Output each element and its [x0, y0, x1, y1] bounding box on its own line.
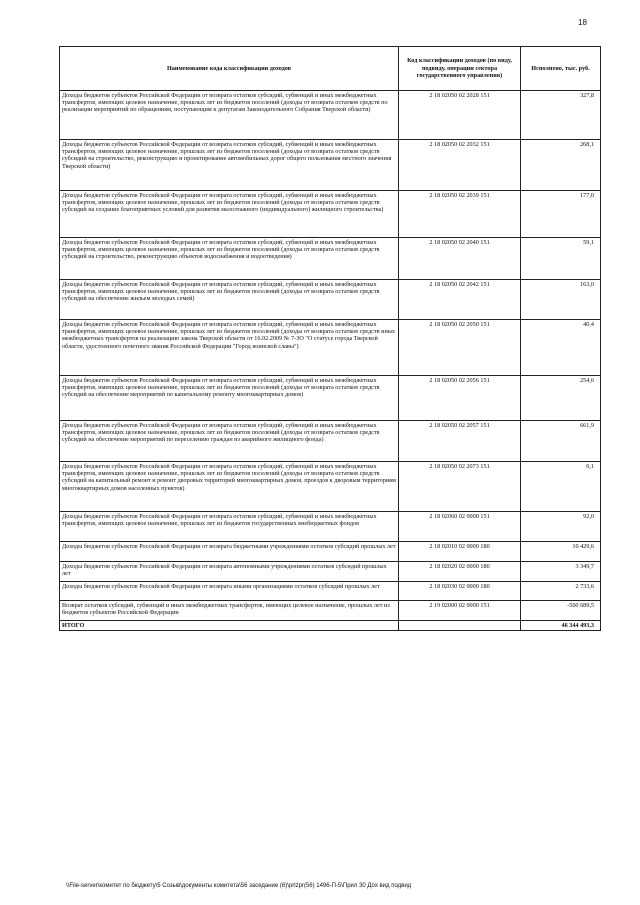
- row-name: Доходы бюджетов субъектов Российской Федерации от возврата остатков субсидий, субвенций и иных межбюджетных трансфертов, имеющих целевое назначение, прошлых лет из бюджетов поселений (доходы от возврата остатков средств субсидий на обеспечение мероприятий по капитальному ремонту многоквартирных домов): [60, 376, 399, 421]
- row-amount: 2 733,6: [521, 582, 601, 601]
- header-name: Наименование кода классификации доходов: [60, 47, 399, 91]
- row-name: Доходы бюджетов субъектов Российской Федерации от возврата остатков субсидий, субвенций и иных межбюджетных трансфертов, имеющих целевое назначение, прошлых лет из бюджетов поселений (доходы от возврата остатков средств субсидий на обеспечение мероприятий по переселению граждан из аварийного жилищного фонда): [60, 421, 399, 462]
- header-amount: Исполнено, тыс. руб.: [521, 47, 601, 91]
- row-name: Доходы бюджетов субъектов Российской Федерации от возврата остатков субсидий, субвенций и иных межбюджетных трансфертов, имеющих целевое назначение, прошлых лет из бюджетов поселений (доходы от возврата остатков средств субсидий на строительство, реконструкцию объектов водоснабжения и водоотведения): [60, 238, 399, 280]
- row-amount: -560 689,5: [521, 601, 601, 621]
- row-code: 2 19 02000 02 0000 151: [399, 601, 521, 621]
- row-name: Доходы бюджетов субъектов Российской Федерации от возврата остатков субсидий, субвенций и иных межбюджетных трансфертов, имеющих целевое назначение, прошлых лет из бюджетов государственных внебюджетных фондов: [60, 512, 399, 542]
- row-name: Доходы бюджетов субъектов Российской Федерации от возврата остатков субсидий, субвенций и иных межбюджетных трансфертов, имеющих целевое назначение, прошлых лет из бюджетов поселений (доходы от возврата остатков средств субсидий на создание благоприятных условий для развития малоэтажного (индивидуального) жилищного строительства): [60, 191, 399, 238]
- row-name: Доходы бюджетов субъектов Российской Федерации от возврата остатков субсидий, субвенций и иных межбюджетных трансфертов, имеющих целевое назначение, прошлых лет из бюджетов поселений (доходы от возврата остатков средств субсидий на строительство, реконструкцию и проектирование автомобильных дорог общего пользования местного значения Тверской области): [60, 140, 399, 191]
- row-name: Доходы бюджетов субъектов Российской Федерации от возврата иными организациями остатков субсидий прошлых лет: [60, 582, 399, 601]
- row-code: 2 18 02020 02 0000 180: [399, 562, 521, 582]
- table-row: [60, 320, 601, 376]
- revenue-table: [59, 46, 601, 631]
- total-code-empty: [399, 621, 521, 631]
- table-row: [60, 421, 601, 462]
- header-code: Код классификации доходов (по виду, подвиду, операции сектора государственного управления): [399, 47, 521, 91]
- row-code: 2 18 02010 02 0000 180: [399, 542, 521, 562]
- table-row: [60, 238, 601, 280]
- table-header-row: [60, 47, 601, 91]
- row-name: Доходы бюджетов субъектов Российской Федерации от возврата бюджетными учреждениями остатков субсидий прошлых лет: [60, 542, 399, 562]
- row-name: Доходы бюджетов субъектов Российской Федерации от возврата остатков субсидий, субвенций и иных межбюджетных трансфертов, имеющих целевое назначение, прошлых лет из бюджетов поселений (доходы от возврата остатков средств по реализации мероприятий по обращениям, поступающим к депутатам Законодательного Собрания Тверской области): [60, 91, 399, 140]
- row-code: 2 18 02050 02 2032 151: [399, 140, 521, 191]
- row-code: 2 18 02050 02 2073 151: [399, 462, 521, 512]
- row-code: 2 18 02050 02 2028 151: [399, 91, 521, 140]
- table-row: [60, 280, 601, 320]
- row-amount: 163,0: [521, 280, 601, 320]
- table-row: [60, 462, 601, 512]
- row-amount: 268,1: [521, 140, 601, 191]
- footer-file-path: \\File-server\комитет по бюджету\5 Созыв\документы комитета\56 заседание (6)\prlzpr(56) 1496-П-5\Прил 30 Дох вид подвид: [66, 883, 412, 889]
- row-code: 2 18 02050 02 2057 151: [399, 421, 521, 462]
- total-row: [60, 621, 601, 631]
- row-amount: 92,0: [521, 512, 601, 542]
- row-code: 2 18 02050 02 2042 151: [399, 280, 521, 320]
- row-amount: 254,6: [521, 376, 601, 421]
- row-amount: 3 349,7: [521, 562, 601, 582]
- row-code: 2 18 02030 02 0000 180: [399, 582, 521, 601]
- table-row: [60, 140, 601, 191]
- row-name: Возврат остатков субсидий, субвенций и иных межбюджетных трансфертов, имеющих целевое назначение, прошлых лет из бюджетов субъектов Российской Федерации: [60, 601, 399, 621]
- row-code: 2 18 02050 02 2050 151: [399, 320, 521, 376]
- row-code: 2 18 02050 02 2039 151: [399, 191, 521, 238]
- row-amount: 177,0: [521, 191, 601, 238]
- total-amount: 46 344 493,3: [521, 621, 601, 631]
- row-amount: 10 429,6: [521, 542, 601, 562]
- row-code: 2 18 02060 02 0000 151: [399, 512, 521, 542]
- row-amount: 327,8: [521, 91, 601, 140]
- table-row: [60, 542, 601, 562]
- table-row: [60, 562, 601, 582]
- row-name: Доходы бюджетов субъектов Российской Федерации от возврата остатков субсидий, субвенций и иных межбюджетных трансфертов, имеющих целевое назначение, прошлых лет из бюджетов поселений (доходы от возврата остатков средств субсидий на капитальный ремонт и ремонт дворовых территорий многоквартирных домов, проездов к дворовым территориям многоквартирных домов населенных пунктов): [60, 462, 399, 512]
- table-row: [60, 512, 601, 542]
- row-amount: 59,1: [521, 238, 601, 280]
- row-name: Доходы бюджетов субъектов Российской Федерации от возврата остатков субсидий, субвенций и иных межбюджетных трансфертов, имеющих целевое назначение, прошлых лет из бюджетов поселений (доходы от возврата остатков средств субсидий на обеспечение жильем молодых семей): [60, 280, 399, 320]
- row-amount: 0,1: [521, 462, 601, 512]
- row-amount: 40,4: [521, 320, 601, 376]
- table-row: [60, 376, 601, 421]
- row-code: 2 18 02050 02 2056 151: [399, 376, 521, 421]
- row-name: Доходы бюджетов субъектов Российской Федерации от возврата автономными учреждениями остатков субсидий прошлых лет: [60, 562, 399, 582]
- table-row: [60, 91, 601, 140]
- total-label: ИТОГО: [60, 621, 399, 631]
- row-amount: 661,9: [521, 421, 601, 462]
- page-number: 18: [578, 18, 587, 27]
- row-code: 2 18 02050 02 2040 151: [399, 238, 521, 280]
- table-row: [60, 191, 601, 238]
- table-row: [60, 601, 601, 621]
- table-row: [60, 582, 601, 601]
- row-name: Доходы бюджетов субъектов Российской Федерации от возврата остатков субсидий, субвенций и иных межбюджетных трансфертов, имеющих целевое назначение, прошлых лет из бюджетов поселений (доходы от возврата остатков средств иных межбюджетных трансфертов на реализацию закона Тверской области от 16.02.2009 № 7-ЗО "О статусе города Тверской области, удостоенного почетного звания Российской Федерации "Город воинской славы"): [60, 320, 399, 376]
